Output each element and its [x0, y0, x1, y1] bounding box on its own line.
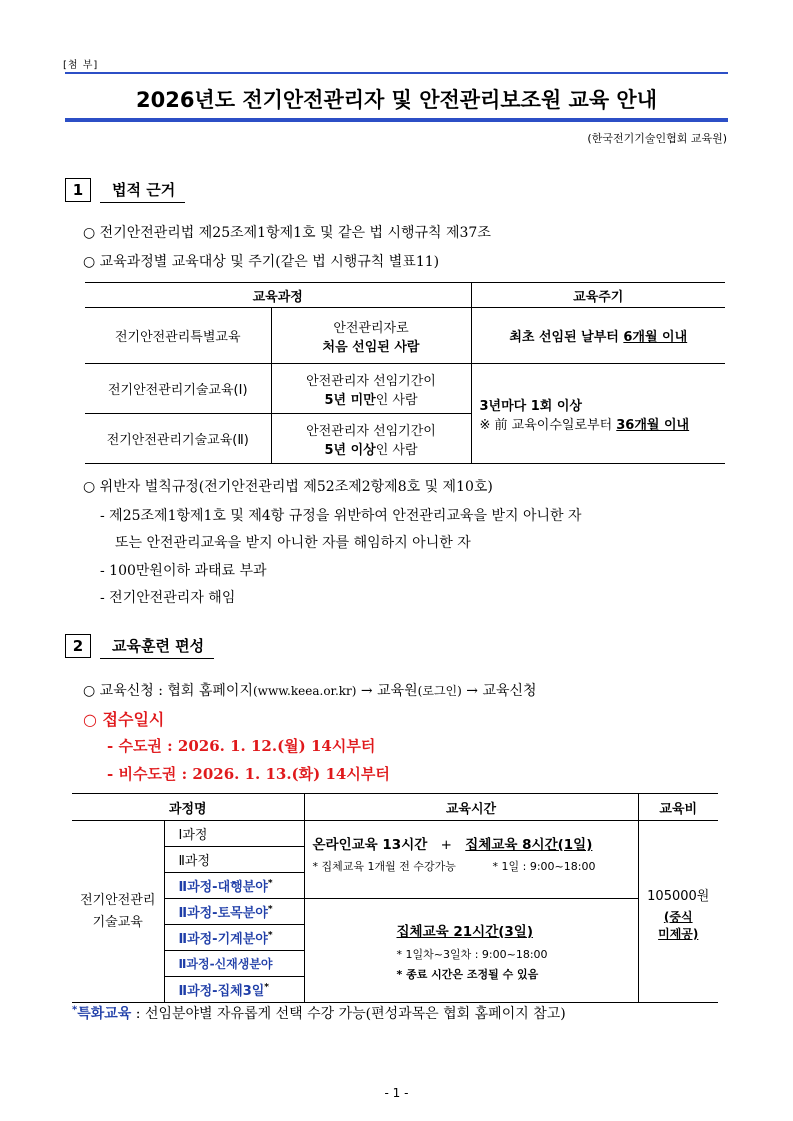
course-2: Ⅱ과정 — [164, 847, 304, 873]
header-fee: 교육비 — [638, 794, 718, 821]
page-title: 2026년도 전기안전관리자 및 안전관리보조원 교육 안내 — [135, 88, 657, 112]
section-2-title: 교육훈련 편성 — [100, 635, 214, 659]
website-link[interactable]: (www.keea.or.kr) — [252, 684, 357, 698]
time-online: 온라인교육 13시간 + 집체교육 8시간(1일) * 집체교육 1개월 전 수강가능 * 1일 : 9:00~18:00 — [304, 821, 638, 899]
footnote: *특화교육 : 선임분야별 자유롭게 선택 수강 가능(편성과목은 협회 홈페이지 참고) — [72, 1004, 566, 1022]
section-1-title: 법적 근거 — [100, 179, 185, 203]
header-training-time: 교육시간 — [304, 794, 638, 821]
application-info: ○ 교육신청 : 협회 홈페이지(www.keea.or.kr) → 교육원(로그인) → 교육신청 — [83, 683, 537, 699]
reception-heading: ○ 접수일시 — [83, 710, 165, 729]
target-special: 안전관리자로 처음 선임된 사람 — [271, 308, 471, 364]
header-course: 교육과정 — [85, 283, 471, 308]
header-course-name: 과정명 — [72, 794, 304, 821]
page-number: - 1 - — [384, 1086, 409, 1100]
course-tech-2: 전기안전관리기술교육(Ⅱ) — [85, 414, 271, 464]
cycle-tech: 3년마다 1회 이상 ※ 前 교육이수일로부터 36개월 이내 — [471, 364, 725, 464]
legal-basis-1: ○ 전기안전관리법 제25조제1항제1호 및 같은 법 시행규칙 제37조 — [83, 225, 491, 241]
target-tech-1: 안전관리자 선임기간이 5년 미만인 사람 — [271, 364, 471, 414]
fee-cell: 105000원 (중식 미제공) — [638, 821, 718, 1003]
course-7: Ⅱ과정-집체3일* — [164, 977, 304, 1003]
penalty-heading: ○ 위반자 벌칙규정(전기안전관리법 제52조제2항제8호 및 제10호) — [83, 479, 493, 495]
reception-capital: - 수도권 : 2026. 1. 12.(월) 14시부터 — [107, 737, 376, 755]
penalty-item-1-cont: 또는 안전관리교육을 받지 아니한 자를 해임하지 아니한 자 — [115, 535, 471, 551]
course-4: Ⅱ과정-토목분야* — [164, 899, 304, 925]
course-1: Ⅰ과정 — [164, 821, 304, 847]
training-table — [72, 793, 718, 1003]
header-cycle: 교육주기 — [471, 283, 725, 308]
course-group: 전기안전관리 기술교육 — [72, 821, 164, 1003]
target-tech-2: 안전관리자 선임기간이 5년 이상인 사람 — [271, 414, 471, 464]
course-3: Ⅱ과정-대행분야* — [164, 873, 304, 899]
attachment-tag: [첨 부] — [63, 60, 99, 71]
legal-basis-2: ○ 교육과정별 교육대상 및 주기(같은 법 시행규칙 별표11) — [83, 254, 440, 270]
penalty-item-2: - 100만원이하 과태료 부과 — [100, 563, 267, 579]
penalty-item-3: - 전기안전관리자 해임 — [100, 590, 236, 606]
section-1-number: 1 — [65, 178, 91, 202]
section-2-number: 2 — [65, 634, 91, 658]
time-group-3day: 집체교육 21시간(3일) * 1일차~3일차 : 9:00~18:00 * 종료 시간은 조정될 수 있음 — [304, 899, 638, 1003]
course-tech-1: 전기안전관리기술교육(Ⅰ) — [85, 364, 271, 414]
reception-noncapital: - 비수도권 : 2026. 1. 13.(화) 14시부터 — [107, 765, 390, 783]
course-special: 전기안전관리특별교육 — [85, 308, 271, 364]
course-6: Ⅱ과정-신재생분야 — [164, 951, 304, 977]
course-5: Ⅱ과정-기계분야* — [164, 925, 304, 951]
penalty-item-1: - 제25조제1항제1호 및 제4항 규정을 위반하여 안전관리교육을 받지 아니한 자 — [100, 508, 582, 524]
course-cycle-table — [85, 282, 725, 464]
title-rule-top — [65, 72, 728, 74]
title-rule-bottom — [65, 118, 728, 122]
organization: (한국전기기술인협회 교육원) — [587, 132, 727, 145]
cycle-special: 최초 선임된 날부터 6개월 이내 — [471, 308, 725, 364]
